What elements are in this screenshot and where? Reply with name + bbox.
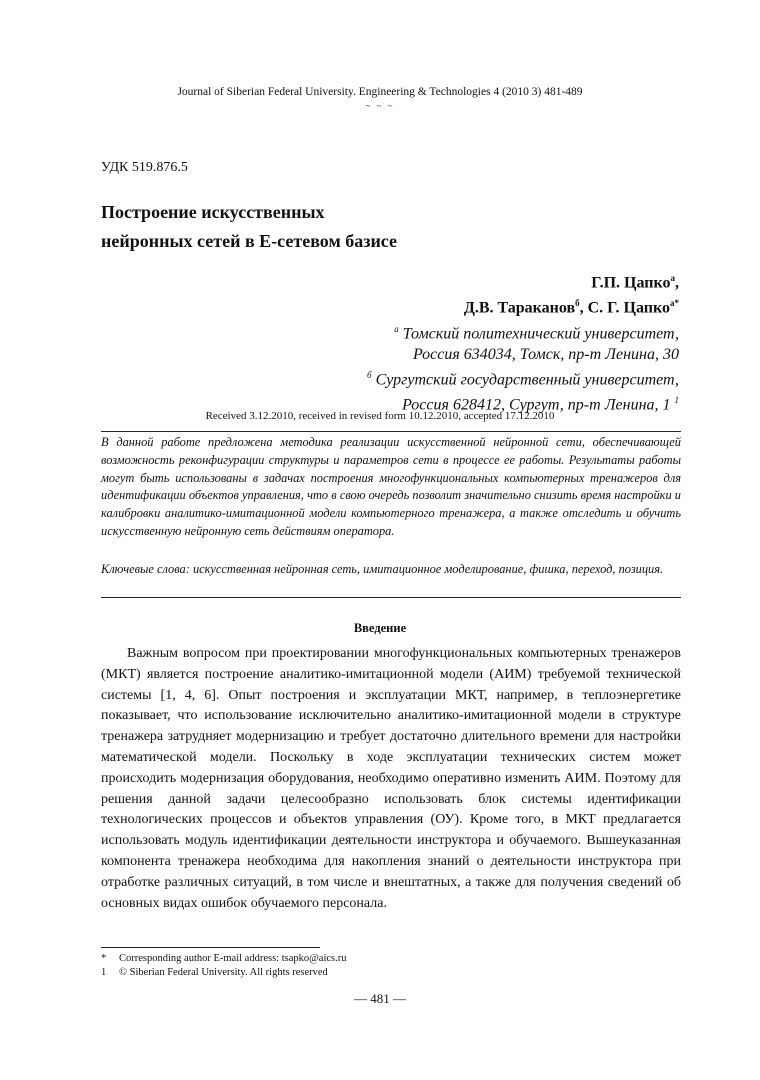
affiliation-text: Россия 628412, Сургут, пр-т Ленина, 1 xyxy=(402,396,671,414)
footnote-text: Corresponding author E-mail address: tsapko@aics.ru xyxy=(119,953,347,964)
body-paragraph xyxy=(101,644,681,914)
abstract-bottom-rule xyxy=(101,597,681,598)
author-separator: , xyxy=(675,274,679,292)
author-affiliation-mark: а xyxy=(670,273,675,283)
author-name: С. Г. Цапко xyxy=(587,299,670,317)
author-affiliation-mark: б xyxy=(575,298,580,309)
body-text: Важным вопросом при проектировании многофункциональных компьютерных тренажеров (МКТ) является построение аналитико-имитационной модели (АИМ) требуемой технической системы [1, 4, 6]. Опыт построения и эксплуатации МКТ, например, в теплоэнергетике показывает, что использование исключительно аналитико-имитационной модели в структуре тренажера затрудняет модернизацию и требует достаточно длительного времени для настройки математической модели. Поскольку в ходе эксплуатации технических систем может происходить модернизация оборудования, необходимо оперативно изменить АИМ. Поэтому для решения данной задачи целесообразно использовать блок системы идентификации технологических процессов и объектов управления (ОУ). Кроме того, в МКТ предлагается использовать модуль идентификации деятельности инструктора и обучаемого. Вышеуказанная компонента тренажера необходима для накопления знаний о деятельности инструктора при отработке различных ситуаций, в том числе и внештатных, а также для получения сведений об основных видах ошибок обучаемого персонала. xyxy=(101,646,681,911)
footnote-mark: 1 xyxy=(674,395,679,406)
page-number: — 481 — xyxy=(354,991,406,1006)
keywords: Ключевые слова: искусственная нейронная сеть, имитационное моделирование, фишка, переход, позиция. xyxy=(101,562,664,576)
footnote xyxy=(101,966,347,980)
footnotes xyxy=(101,952,347,979)
affiliation-a-line-2: Россия 634034, Томск, пр-т Ленина, 30 xyxy=(412,345,679,363)
article-title xyxy=(101,198,397,256)
abstract: В данной работе предложена методика реализации искусственной нейронной сети, обеспечивающей возможность реконфигурации структуры и параметров сети в процессе ее работы. Результаты работы могут быть использованы в задачах построения многофункциональных компьютерных тренажеров для идентификации объектов управления, что в свою очередь позволит значительно снизить время настройки и калибровки аналитико-имитационной модели компьютерного тренажера, а также отследить и обучить искусственную нейронную сеть действиям оператора. xyxy=(101,435,681,538)
title-line-2: нейронных сетей в Е-сетевом базисе xyxy=(101,231,398,251)
footnote xyxy=(101,952,347,966)
received-dates: Received 3.12.2010, received in revised form 10.12.2010, accepted 17.12.2010 xyxy=(205,410,555,422)
title-line-1: Построение искусственных xyxy=(101,202,325,222)
affiliation-a-line-1 xyxy=(367,319,679,344)
journal-header: Journal of Siberian Federal University. Engineering & Technologies 4 (2010 3) 481-489 xyxy=(177,86,583,98)
footnote-mark: * xyxy=(101,953,107,964)
affiliation-mark: а xyxy=(394,323,399,334)
author-affiliation-mark: а* xyxy=(670,298,679,309)
affiliation-text: Сургутский государственный университет, xyxy=(375,371,679,389)
authors-block xyxy=(367,268,679,416)
footnote-rule xyxy=(101,947,320,948)
affiliation-mark: б xyxy=(367,369,372,380)
abstract-top-rule xyxy=(101,431,681,432)
author-name: Г.П. Цапко xyxy=(591,274,671,292)
footnote-mark: 1 xyxy=(101,966,107,978)
author-line-2 xyxy=(367,293,679,318)
section-title: Введение xyxy=(353,621,407,635)
author-separator: , xyxy=(579,299,588,317)
author-line-1 xyxy=(367,268,679,293)
author-name: Д.В. Тараканов xyxy=(463,299,576,317)
affiliation-b-line-1 xyxy=(367,365,679,390)
udk-code: УДК 519.876.5 xyxy=(101,160,188,175)
header-ornament: ~ ~ ~ xyxy=(365,101,395,111)
affiliation-text: Томский политехнический университет, xyxy=(402,324,679,342)
footnote-text: © Siberian Federal University. All rights reserved xyxy=(119,966,328,978)
